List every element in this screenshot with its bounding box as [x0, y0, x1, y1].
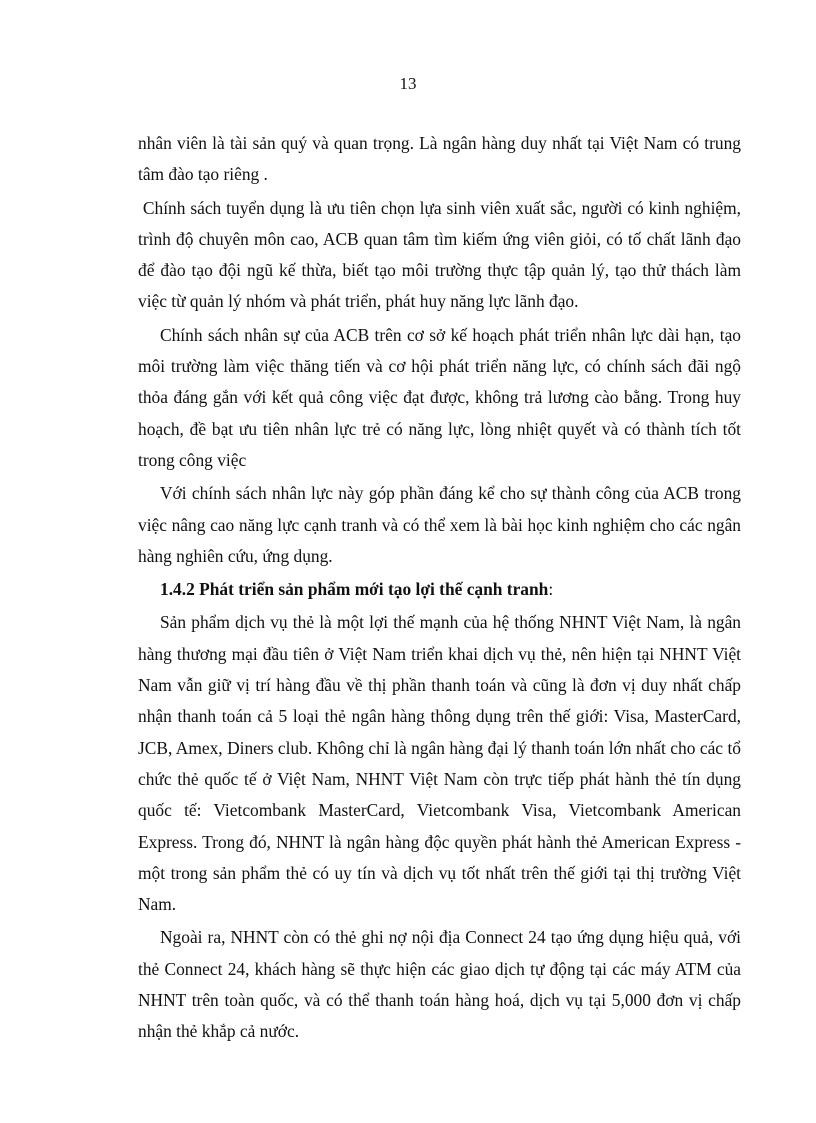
section-heading-colon: :: [548, 579, 554, 600]
paragraph-6: Ngoài ra, NHNT còn có thẻ ghi nợ nội địa Connect 24 tạo ứng dụng hiệu quả, với thẻ Connect 24, khách hàng sẽ thực hiện các giao dịch tự động tại các máy ATM của NHNT trên toàn quốc, và có thể thanh toán hàng hoá, dịch vụ tại 5,000 đơn vị chấp nhận thẻ khắp cả nước.: [138, 927, 741, 1042]
paragraph-3: Chính sách nhân sự của ACB trên cơ sở kế hoạch phát triển nhân lực dài hạn, tạo môi trường làm việc thăng tiến và cơ hội phát triển năng lực, có chính sách đãi ngộ thỏa đáng gắn với kết quả công việc đạt được, không trả lương cào bằng. Trong huy hoạch, đề bạt ưu tiên nhân lực trẻ có năng lực, lòng nhiệt quyết và có thành tích tốt trong công việc: [138, 324, 741, 470]
paragraph-1: nhân viên là tài sản quý và quan trọng. Là ngân hàng duy nhất tại Việt Nam có trung tâm đào tạo riêng .: [138, 133, 741, 185]
section-heading-text: 1.4.2 Phát triển sản phẩm mới tạo lợi thế cạnh tranh: [160, 579, 549, 600]
paragraph-2: Chính sách tuyển dụng là ưu tiên chọn lựa sinh viên xuất sắc, người có kinh nghiệm, trình độ chuyên môn cao, ACB quan tâm tìm kiếm ứng viên giỏi, có tố chất lãnh đạo để đào tạo đội ngũ kế thừa, biết tạo môi trường thực tập quản lý, tạo thử thách làm việc từ quản lý nhóm và phát triển, phát huy năng lực lãnh đạo.: [138, 197, 746, 312]
paragraph-5: Sản phẩm dịch vụ thẻ là một lợi thế mạnh của hệ thống NHNT Việt Nam, là ngân hàng thương mại đầu tiên ở Việt Nam triển khai dịch vụ thẻ, nên hiện tại NHNT Việt Nam vẫn giữ vị trí hàng đầu về thị phần thanh toán và cũng là đơn vị duy nhất chấp nhận thanh toán cả 5 loại thẻ ngân hàng thông dụng trên thế giới: Visa, MasterCard, JCB, Amex, Diners club. Không chỉ là ngân hàng đại lý thanh toán lớn nhất cho các tổ chức thẻ quốc tế ở Việt Nam, NHNT Việt Nam còn trực tiếp phát hành thẻ tín dụng quốc tế: Vietcombank MasterCard, Vietcombank Visa, Vietcombank American Express. Trong đó, NHNT là ngân hàng độc quyền phát hành thẻ American Express - một trong sản phẩm thẻ có uy tín và dịch vụ tốt nhất trên thế giới tại thị trường Việt Nam.: [138, 612, 741, 915]
body-text: [138, 128, 746, 1048]
section-heading: [138, 574, 741, 605]
page-number: 13: [399, 74, 417, 93]
paragraph-4: Với chính sách nhân lực này góp phần đáng kể cho sự thành công của ACB trong việc nâng cao năng lực cạnh tranh và có thể xem là bài học kinh nghiệm cho các ngân hàng nghiên cứu, ứng dụng.: [138, 483, 741, 566]
